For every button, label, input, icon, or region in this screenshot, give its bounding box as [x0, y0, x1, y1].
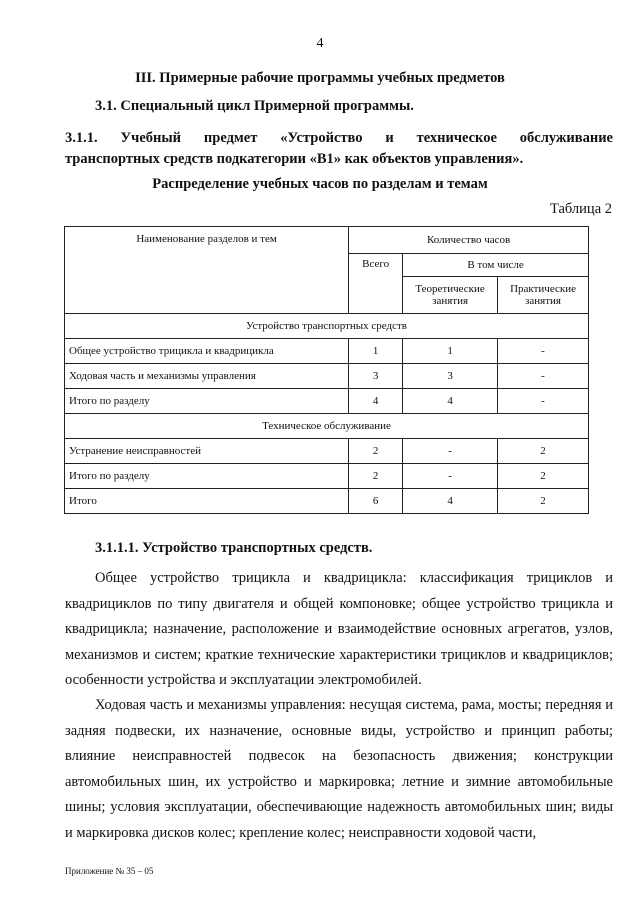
header-total: Всего — [349, 254, 403, 314]
row-theory: - — [403, 464, 498, 489]
row-practice: 2 — [498, 489, 589, 514]
row-total: 6 — [349, 489, 403, 514]
page-number: 4 — [316, 36, 324, 51]
paragraph-text: Общее устройство трицикла и квадрицикла: классификация трициклов и квадрициклов по типу двигателя и общей компоновке; общее устройство трицикла и квадрицикла; назначение, расположение и взаимодействие основных агрегатов, узлов, механизмов и систем; краткие технические характеристики трициклов и квадрициклов; особенности устройства и эксплуатации электромобилей. — [65, 570, 613, 688]
row-total: 2 — [349, 439, 403, 464]
section-title: Техническое обслуживание — [65, 414, 589, 439]
row-theory: 4 — [403, 389, 498, 414]
distribution-heading: Распределение учебных часов по разделам и темам — [152, 176, 488, 192]
table-row — [65, 339, 589, 364]
header-theory: Теоретические занятия — [403, 277, 498, 314]
row-theory: 1 — [403, 339, 498, 364]
subject-heading-line1: 3.1.1. Учебный предмет «Устройство и техническое обслуживание — [65, 130, 613, 146]
section-title: Устройство транспортных средств — [65, 314, 589, 339]
row-total: 3 — [349, 364, 403, 389]
table-label: Таблица 2 — [549, 201, 612, 217]
row-theory: 3 — [403, 364, 498, 389]
subsection-heading: 3.1. Специальный цикл Примерной программы. — [95, 98, 414, 114]
row-total: 1 — [349, 339, 403, 364]
section-heading: III. Примерные рабочие программы учебных предметов — [135, 70, 505, 86]
table-row — [65, 489, 589, 514]
paragraph-general-design — [65, 566, 613, 694]
subject-heading-line2: транспортных средств подкатегории «B1» как объектов управления». — [65, 151, 524, 167]
row-practice: - — [498, 339, 589, 364]
footer-appendix: Приложение № 35 – 05 — [65, 866, 154, 876]
header-including: В том числе — [403, 254, 589, 277]
table-row — [65, 389, 589, 414]
row-practice: 2 — [498, 464, 589, 489]
row-theory: 4 — [403, 489, 498, 514]
paragraph-text: Ходовая часть и механизмы управления: несущая система, рама, мосты; передняя и задняя подвески, их назначение, основные виды, устройство и принцип работы; влияние неисправностей подвесок на безопасность движения; конструкции автомобильных шин, их устройство и маркировка; летние и зимние автомобильные шины; условия эксплуатации, обеспечивающие надежность автомобильных шин; виды и маркировка дисков колес; крепление колес; неисправности ходовой части, — [65, 697, 613, 841]
table-row — [65, 364, 589, 389]
paragraph-chassis — [65, 693, 613, 846]
row-name: Итого по разделу — [65, 389, 349, 414]
topic-subheading: 3.1.1.1. Устройство транспортных средств. — [95, 540, 373, 556]
header-hours: Количество часов — [349, 227, 589, 254]
row-practice: - — [498, 389, 589, 414]
hours-table — [64, 226, 589, 514]
row-name: Общее устройство трицикла и квадрицикла — [65, 339, 349, 364]
header-practice: Практические занятия — [498, 277, 589, 314]
table-row — [65, 464, 589, 489]
table-row — [65, 439, 589, 464]
row-name: Устранение неисправностей — [65, 439, 349, 464]
row-theory: - — [403, 439, 498, 464]
row-practice: - — [498, 364, 589, 389]
row-practice: 2 — [498, 439, 589, 464]
row-total: 2 — [349, 464, 403, 489]
row-name: Ходовая часть и механизмы управления — [65, 364, 349, 389]
row-total: 4 — [349, 389, 403, 414]
header-topic: Наименование разделов и тем — [65, 227, 349, 314]
row-name: Итого — [65, 489, 349, 514]
row-name: Итого по разделу — [65, 464, 349, 489]
